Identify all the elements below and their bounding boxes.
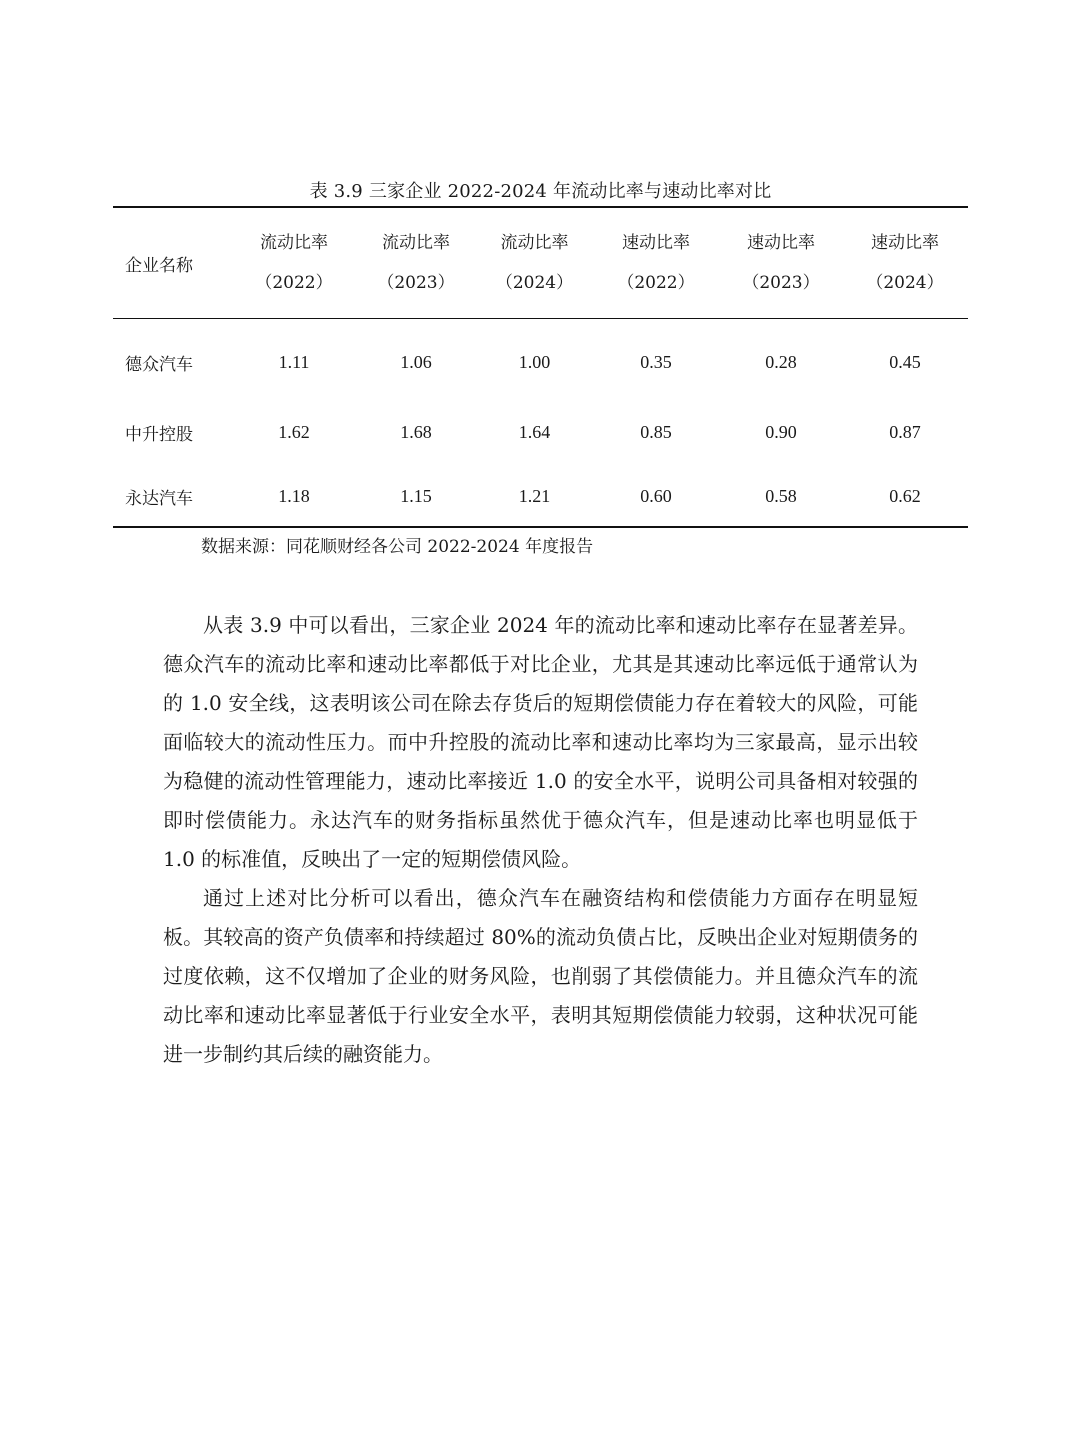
paragraph: 从表 3.9 中可以看出，三家企业 2024 年的流动比率和速动比率存在显著差异。德众汽车的流动比率和速动比率都低于对比企业，尤其是其速动比率远低于通常认为的 1.0 安全线，这表明该公司在除去存货后的短期偿债能力存在着较大的风险，可能面临较大的流动性压力。而中升控股的流动比率和速动比率均为三家最高，显示出较为稳健的流动性管理能力，速动比率接近 1.0 的安全水平，说明公司具备相对较强的即时偿债能力。永达汽车的财务指标虽然优于德众汽车，但是速动比率也明显低于 1.0 的标准值，反映出了一定的短期偿债风险。 bbox=[163, 613, 918, 871]
ratio-table-container bbox=[113, 206, 968, 528]
table-cell: 0.87 bbox=[889, 422, 921, 442]
paragraph: 通过上述对比分析可以看出，德众汽车在融资结构和偿债能力方面存在明显短板。其较高的资产负债率和持续超过 80%的流动负债占比，反映出企业对短期债务的过度依赖，这不仅增加了企业的财务风险，也削弱了其偿债能力。并且德众汽车的流动比率和速动比率显著低于行业安全水平，表明其短期偿债能力较弱，这种状况可能进一步制约其后续的融资能力。 bbox=[163, 886, 918, 1066]
header-company-name: 企业名称 bbox=[113, 207, 233, 319]
table-cell: 0.85 bbox=[640, 422, 672, 442]
body-text bbox=[163, 606, 918, 1074]
table-cell: 0.35 bbox=[640, 351, 672, 372]
table-row bbox=[113, 466, 968, 527]
table-cell: 0.60 bbox=[592, 466, 720, 527]
header-quick-ratio-2024: 速动比率 （2024） bbox=[842, 207, 968, 319]
table-row bbox=[113, 319, 968, 400]
table-cell: 0.62 bbox=[842, 466, 968, 527]
table-cell: 0.58 bbox=[720, 466, 842, 527]
table-cell: 1.18 bbox=[233, 466, 355, 527]
table-cell: 1.06 bbox=[400, 351, 432, 372]
table-cell: 0.90 bbox=[765, 422, 797, 442]
company-name-cell: 德众汽车 bbox=[125, 354, 193, 375]
table-header-row bbox=[113, 207, 968, 319]
header-current-ratio-2023: 流动比率 （2023） bbox=[355, 207, 477, 319]
table-cell: 1.21 bbox=[477, 466, 592, 527]
header-current-ratio-2024: 流动比率 （2024） bbox=[477, 207, 592, 319]
header-quick-ratio-2023: 速动比率 （2023） bbox=[720, 207, 842, 319]
ratio-table bbox=[113, 206, 968, 528]
table-row bbox=[113, 399, 968, 466]
table-cell: 1.00 bbox=[518, 351, 551, 372]
company-name-cell: 中升控股 bbox=[125, 425, 193, 445]
header-quick-ratio-2022: 速动比率 （2022） bbox=[592, 207, 720, 319]
table-cell: 1.64 bbox=[518, 422, 551, 442]
table-cell: 1.15 bbox=[355, 466, 477, 527]
table-cell: 1.68 bbox=[400, 422, 432, 442]
company-name-cell: 永达汽车 bbox=[113, 466, 233, 527]
table-cell: 1.62 bbox=[278, 422, 310, 442]
table-cell: 0.28 bbox=[765, 351, 797, 372]
table-cell: 0.45 bbox=[889, 351, 921, 372]
header-current-ratio-2022: 流动比率 （2022） bbox=[233, 207, 355, 319]
table-caption: 表 3.9 三家企业 2022-2024 年流动比率与速动比率对比 bbox=[309, 181, 772, 202]
table-source-note: 数据来源：同花顺财经各公司 2022-2024 年度报告 bbox=[201, 537, 594, 557]
table-cell: 1.11 bbox=[278, 351, 310, 372]
